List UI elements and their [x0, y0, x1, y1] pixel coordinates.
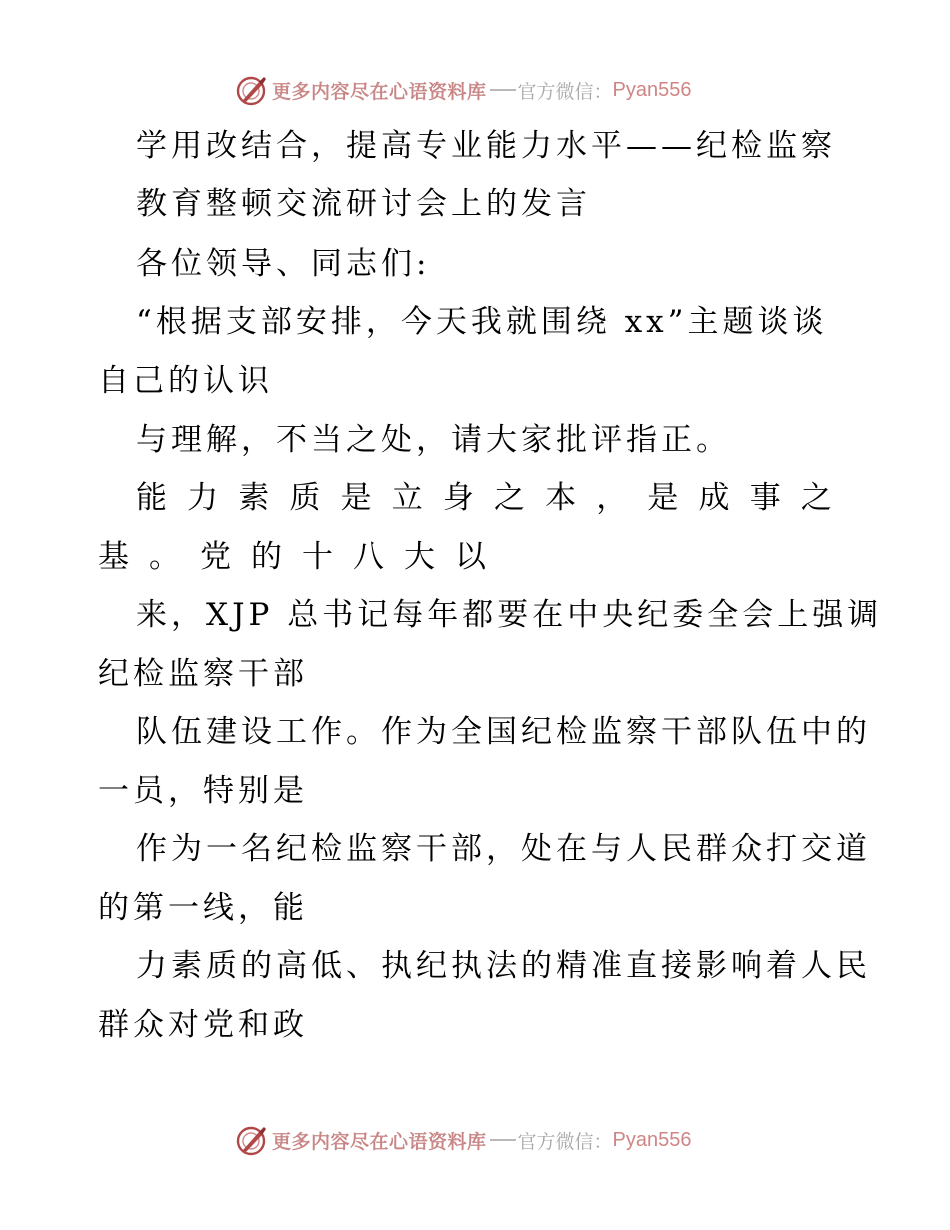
spread-char: 本 [545, 480, 577, 516]
paragraph-5-line-2: 一员，特别是 [98, 773, 308, 809]
spread-char: 之 [800, 480, 832, 516]
title-line-2: 教育整顿交流研讨会上的发言 [136, 186, 591, 222]
spread-char: 。 [149, 539, 180, 575]
paragraph-1-line-2: 自己的认识 [98, 363, 273, 399]
paragraph-3-line-1 [136, 478, 832, 518]
paragraph-4-line-2: 纪检监察干部 [98, 656, 308, 692]
banner-wechat-handle: Pyan556 [612, 78, 692, 101]
spread-char: 能 [136, 480, 167, 516]
spread-char: 八 [353, 539, 384, 575]
paragraph-3-line-2 [98, 537, 486, 577]
paragraph-6-line-1: 作为一名纪检监察干部，处在与人民群众打交道 [136, 831, 871, 867]
banner-wechat-handle: Pyan556 [612, 1128, 692, 1151]
spread-char: 以 [455, 539, 486, 575]
banner-wechat-label: 官方微信： [517, 1130, 613, 1153]
spread-char: 成 [698, 480, 730, 516]
paragraph-2-line-1: 与理解，不当之处，请大家批评指正。 [136, 422, 731, 458]
pen-logo-icon [234, 1123, 268, 1157]
banner-dash [490, 89, 516, 91]
banner-slogan: 更多内容尽在心语资料库 [272, 80, 487, 103]
spread-char: 力 [187, 480, 219, 516]
spread-char: 素 [238, 480, 270, 516]
spread-char: 身 [442, 480, 474, 516]
banner-dash [490, 1139, 516, 1141]
spread-char: 事 [749, 480, 781, 516]
spread-char: 十 [302, 539, 333, 575]
paragraph-5-line-1: 队伍建设工作。作为全国纪检监察干部队伍中的 [136, 714, 871, 750]
spread-char: 党 [200, 539, 231, 575]
paragraph-1-line-1: “根据支部安排，今天我就围绕 xx”主题谈谈 [136, 304, 828, 340]
header-banner [234, 70, 734, 110]
spread-char: 大 [404, 539, 435, 575]
salutation: 各位领导、同志们: [136, 246, 431, 282]
spread-char: ， [596, 480, 628, 516]
paragraph-6-line-2: 的第一线，能 [98, 890, 308, 926]
spread-char: 之 [493, 480, 525, 516]
spread-char: 是 [647, 480, 679, 516]
banner-slogan: 更多内容尽在心语资料库 [272, 1130, 487, 1153]
spread-char: 质 [289, 480, 321, 516]
footer-banner [234, 1120, 734, 1160]
banner-wechat-label: 官方微信： [517, 80, 613, 103]
paragraph-4-line-1: 来，XJP 总书记每年都要在中央纪委全会上强调 [136, 597, 883, 633]
pen-logo-icon [234, 73, 268, 107]
spread-char: 的 [251, 539, 282, 575]
paragraph-7-line-1: 力素质的高低、执纪执法的精准直接影响着人民 [136, 948, 871, 984]
paragraph-7-line-2: 群众对党和政 [98, 1007, 308, 1043]
spread-char: 是 [340, 480, 372, 516]
spread-char: 立 [391, 480, 423, 516]
spread-char: 基 [98, 539, 129, 575]
title-line-1: 学用改结合，提高专业能力水平——纪检监察 [136, 128, 836, 164]
